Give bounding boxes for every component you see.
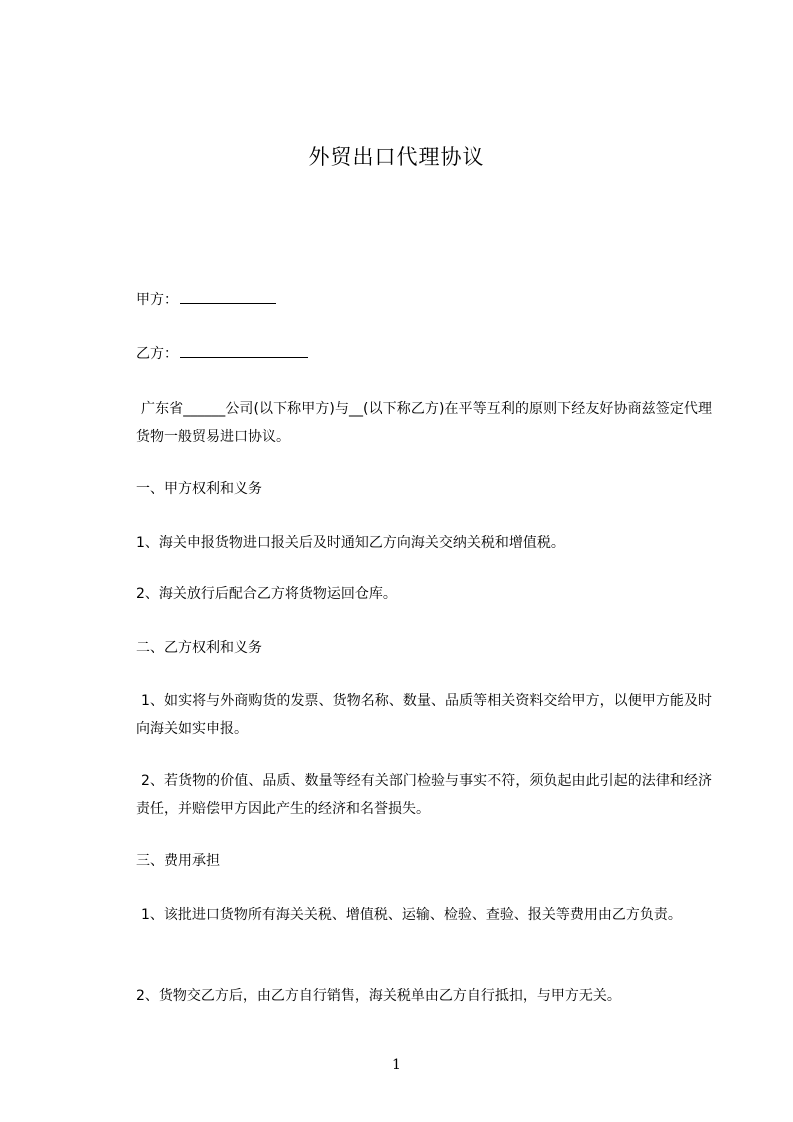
section2-item-2: 2、若货物的价值、品质、数量等经有关部门检验与事实不符，须负起由此引起的法律和经济责任，并赔偿甲方因此产生的经济和名誉损失。 [136, 773, 712, 817]
section1-item-1: 1、海关申报货物进口报关后及时通知乙方向海关交纳关税和增值税。 [136, 535, 565, 551]
section2-item-1: 1、如实将与外商购货的发票、货物名称、数量、品质等相关资料交给甲方，以便甲方能及时向海关如实申报。 [136, 693, 712, 737]
party-b-label: 乙方： [136, 346, 178, 362]
section3-item-1: 1、该批进口货物所有海关关税、增值税、运输、检验、查验、报关等费用由乙方负责。 [141, 907, 682, 923]
page-number: 1 [392, 1057, 401, 1073]
section3-heading: 三、费用承担 [136, 853, 220, 869]
party-b-blank [180, 341, 308, 358]
section3-item-2: 2、货物交乙方后，由乙方自行销售，海关税单由乙方自行抵扣，与甲方无关。 [136, 988, 621, 1004]
section2-heading: 二、乙方权利和义务 [136, 640, 262, 656]
party-a-line [136, 286, 276, 314]
section1-item-2: 2、海关放行后配合乙方将货物运回仓库。 [136, 586, 397, 602]
intro-paragraph: 广东省______公司(以下称甲方)与__(以下称乙方)在平等互利的原则下经友好协商兹签定代理货物一般贸易进口协议。 [136, 401, 712, 445]
party-b-line [136, 340, 308, 368]
party-a-blank [180, 287, 276, 304]
party-a-label: 甲方： [136, 292, 178, 308]
document-title: 外贸出口代理协议 [308, 145, 485, 169]
section1-heading: 一、甲方权利和义务 [136, 481, 262, 497]
